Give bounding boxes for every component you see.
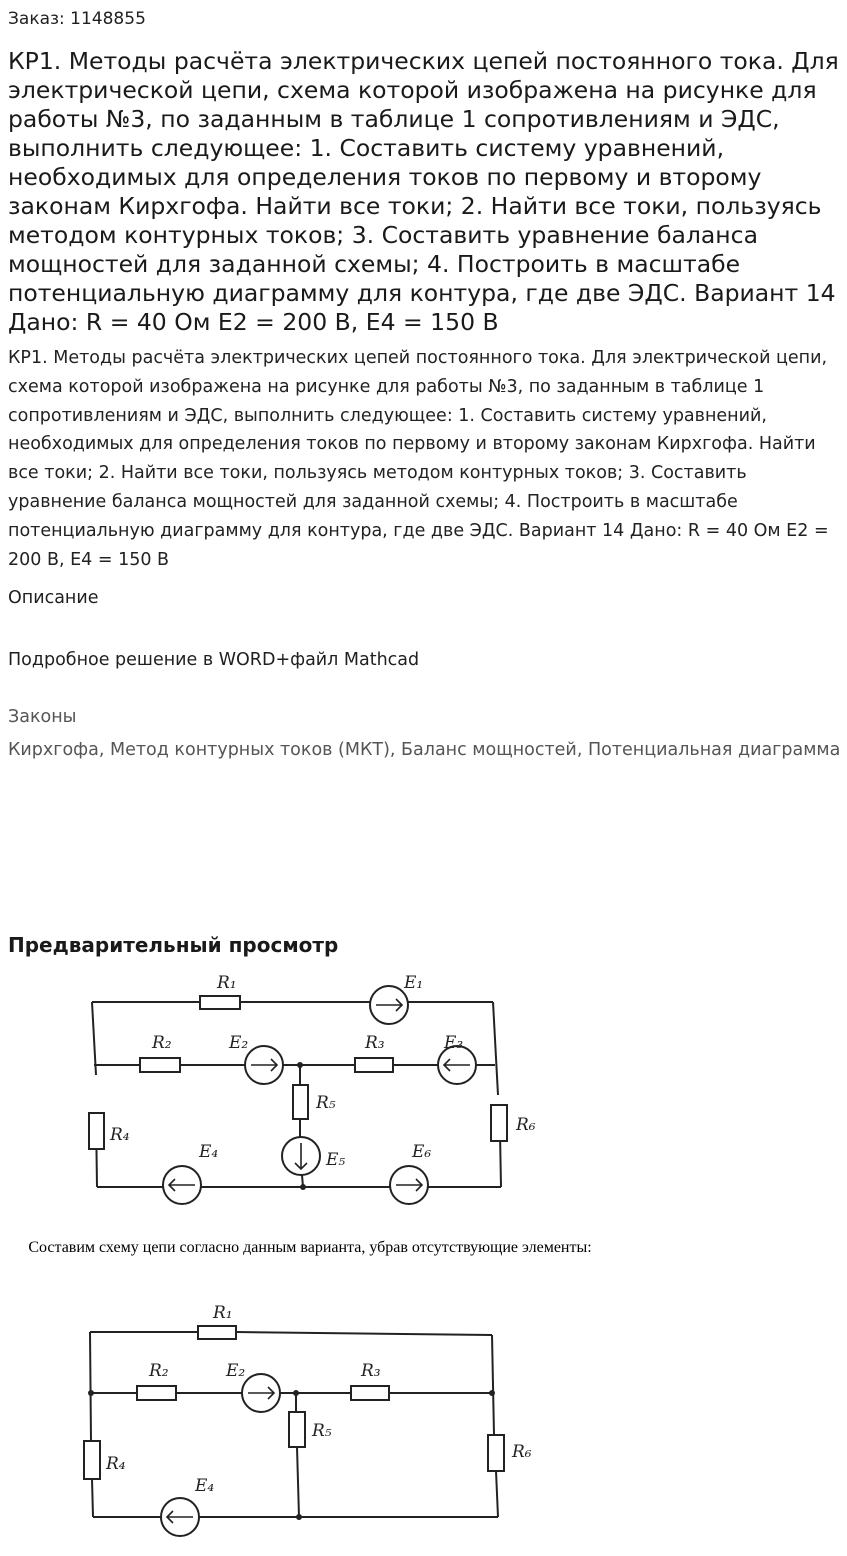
circuit-diagram-reduced — [0, 1295, 560, 1550]
law-separator: , — [389, 740, 402, 760]
page-title: КР1. Методы расчёта электрических цепей постоянного тока. Для электрической цепи, схема которой изображена на рисунке для работы №3, по заданным в таблице 1 сопротивлениям и ЭДС, выполнить следующее: 1. Составить систему уравнений, необходимых для определения токов по первому и второму законам Кирхгофа. Найти все токи; 2. Найти все токи, пользуясь методом контурных токов; 3. Составить уравнение баланса мощностей для заданной схемы; 4. Построить в масштабе потенциальную диаграмму для контура, где две ЭДС. Вариант 14 Дано: R = 40 Ом E2 = 200 В, E4 = 150 В — [8, 47, 839, 336]
resistor-r5 — [289, 1412, 305, 1447]
label-r1: R₁ — [213, 1303, 233, 1323]
label-e2: E₂ — [229, 1033, 249, 1053]
law-separator: , — [576, 740, 588, 760]
label-r1: R₁ — [217, 973, 237, 993]
order-number: Заказ: 1148855 — [8, 9, 146, 29]
label-r3: R₃ — [365, 1033, 385, 1053]
resistor-r6 — [488, 1435, 504, 1471]
label-e4: E₄ — [199, 1142, 219, 1162]
preview-caption: Составим схему цепи согласно данным варианта, убрав отсутствующие элементы: — [28, 1239, 592, 1256]
resistor-r3 — [355, 1058, 393, 1072]
resistor-r1 — [200, 996, 240, 1009]
label-e1: E₁ — [404, 973, 424, 993]
label-r4: R₄ — [110, 1125, 130, 1145]
label-r6: R₆ — [516, 1115, 536, 1135]
label-r5: R₅ — [312, 1421, 332, 1441]
label-e6: E₆ — [412, 1142, 432, 1162]
task-description: КР1. Методы расчёта электрических цепей постоянного тока. Для электрической цепи, схема которой изображена на рисунке для работы №3, по заданным в таблице 1 сопротивлениям и ЭДС, выполнить следующее: 1. Составить систему уравнений, необходимых для определения токов по первому и второму законам Кирхгофа. Найти все токи; 2. Найти все токи, пользуясь методом контурных токов; 3. Составить уравнение баланса мощностей для заданной схемы; 4. Построить в масштабе потенциальную диаграмму для контура, где две ЭДС. Вариант 14 Дано: R = 40 Ом E2 = 200 В, E4 = 150 В — [8, 348, 829, 570]
laws-heading: Законы — [8, 707, 77, 727]
circuit-diagram-full — [0, 965, 560, 1205]
law-link-potential-diagram[interactable]: Потенциальная диаграмма — [587, 740, 841, 760]
label-r4: R₄ — [106, 1454, 126, 1474]
law-link-power-balance[interactable]: Баланс мощностей — [401, 740, 577, 760]
label-r5: R₅ — [316, 1093, 336, 1113]
label-e2: E₂ — [226, 1361, 246, 1381]
resistor-r1 — [198, 1326, 236, 1339]
label-r3: R₃ — [361, 1361, 381, 1381]
resistor-r3 — [351, 1386, 389, 1400]
resistor-r2 — [140, 1058, 180, 1072]
resistor-r4 — [84, 1441, 100, 1479]
description-heading: Описание — [8, 588, 99, 608]
resistor-r4 — [89, 1113, 104, 1149]
resistor-r2 — [137, 1386, 176, 1400]
laws-list — [8, 736, 844, 765]
label-r2: R₂ — [149, 1361, 169, 1381]
resistor-r5 — [293, 1085, 308, 1119]
label-e3: E₃ — [444, 1033, 464, 1053]
label-e4: E₄ — [195, 1476, 215, 1496]
law-separator: , — [98, 740, 110, 760]
resistor-r6 — [491, 1105, 507, 1141]
description-text: Подробное решение в WORD+файл Mathcad — [8, 650, 420, 670]
law-link-mesh-current[interactable]: Метод контурных токов (МКТ) — [110, 740, 390, 760]
label-r2: R₂ — [152, 1033, 172, 1053]
label-e5: E₅ — [326, 1150, 346, 1170]
preview-heading: Предварительный просмотр — [8, 933, 339, 957]
law-link-kirchhoff[interactable]: Кирхгофа — [8, 740, 99, 760]
label-r6: R₆ — [512, 1442, 532, 1462]
